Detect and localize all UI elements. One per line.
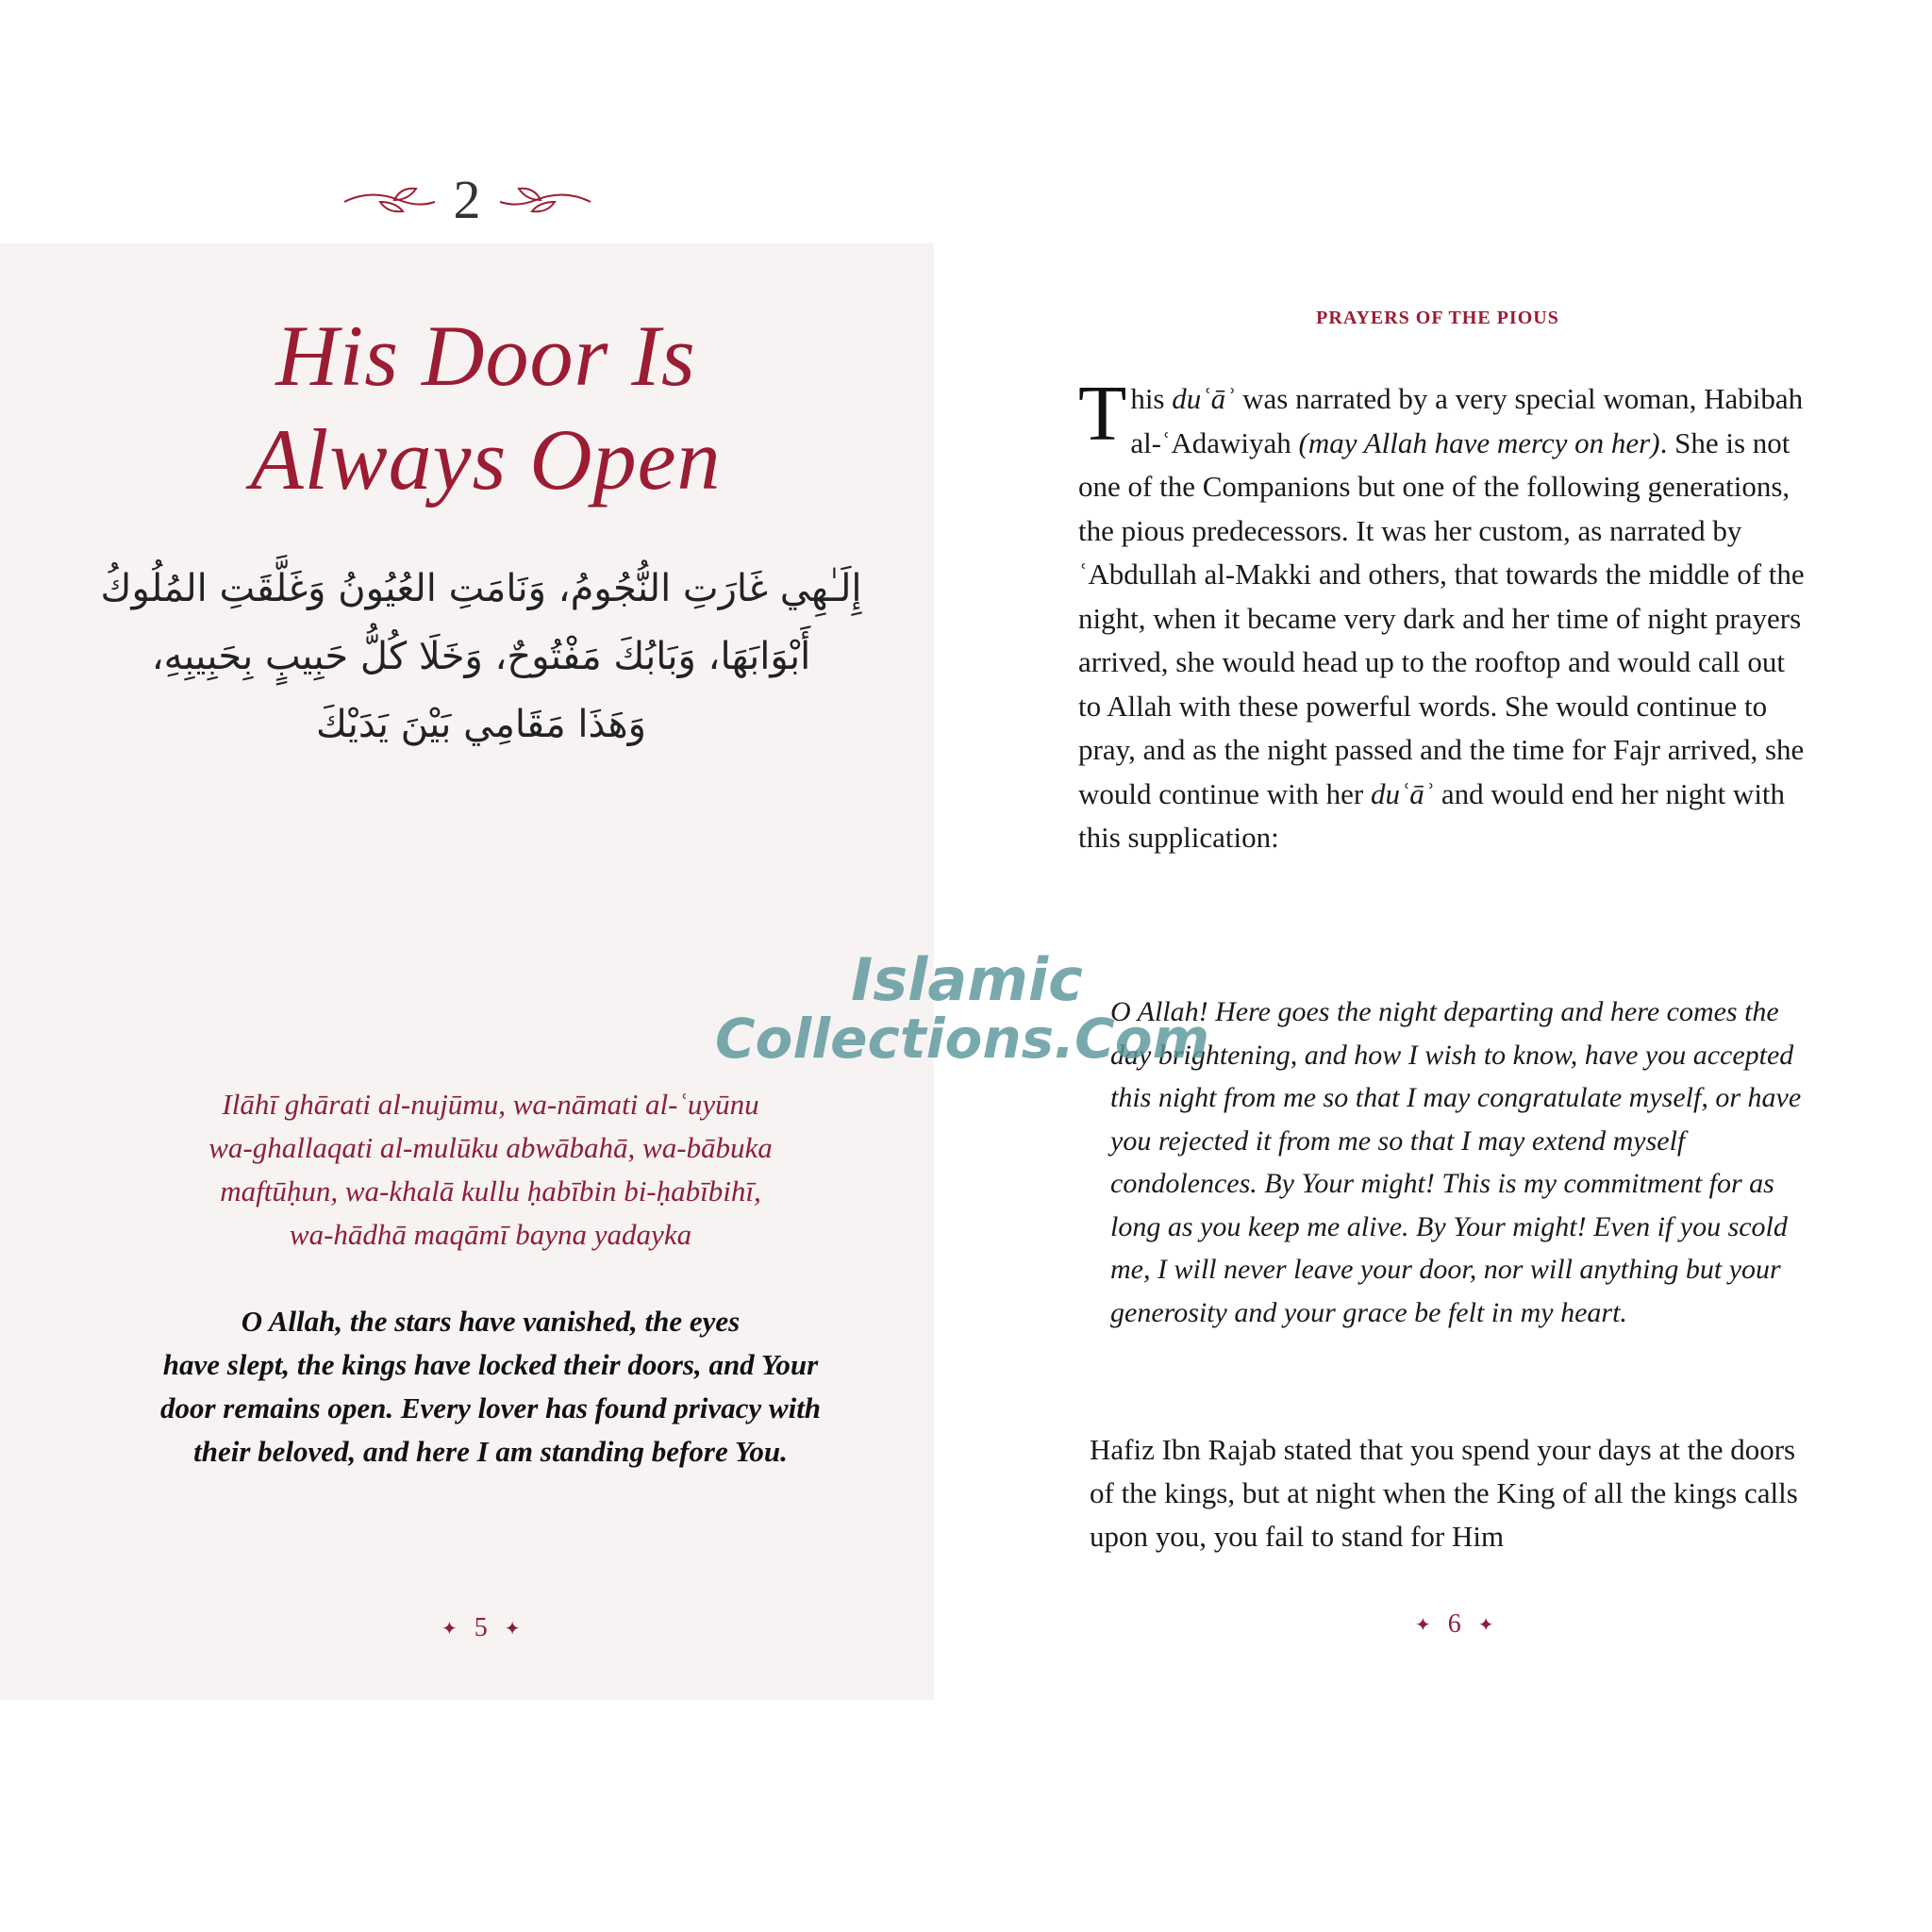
translation-line: door remains open. Every lover has found privacy with bbox=[159, 1391, 822, 1424]
page-number: 5 bbox=[474, 1613, 488, 1642]
arabic-dua bbox=[94, 555, 868, 758]
dua-term: duʿāʾ bbox=[1172, 382, 1236, 415]
chapter-title-line1: His Door Is bbox=[275, 308, 696, 404]
arabic-line: وَهَذَا مَقَامِي بَيْنَ يَدَيْكَ bbox=[316, 703, 646, 746]
page-number: 6 bbox=[1447, 1609, 1461, 1639]
left-leaf-ornament-icon bbox=[342, 181, 437, 219]
diamond-ornament-icon: ✦ bbox=[441, 1618, 458, 1640]
diamond-ornament-icon: ✦ bbox=[1415, 1614, 1431, 1636]
translit-line: wa-hādhā maqāmī bayna yadayka bbox=[289, 1218, 692, 1251]
translation-line: have slept, the kings have locked their doors, and Your bbox=[162, 1348, 819, 1381]
right-leaf-ornament-icon bbox=[498, 181, 592, 219]
translit-line: wa-ghallaqati al-mulūku abwābahā, wa-bābuka bbox=[208, 1131, 773, 1164]
paragraph-text: and would end her night with this supplication: bbox=[1078, 776, 1786, 854]
paragraph-text: was narrated by a very special woman, Habibah al-ʿAdawiyah bbox=[1130, 382, 1804, 459]
closing-paragraph: Hafiz Ibn Rajab stated that you spend your days at the doors of the kings, but at night when the King of all the kings calls upon you, you fail to stand for Him bbox=[1090, 1433, 1798, 1553]
transliteration bbox=[94, 1083, 887, 1257]
chapter-title-line2: Always Open bbox=[250, 411, 722, 508]
translit-line: Ilāhī ghārati al-nujūmu, wa-nāmati al-ʿuyūnu bbox=[222, 1088, 759, 1121]
arabic-line: إِلَـٰهِي غَارَتِ النُّجُومُ، وَنَامَتِ العُيُونُ وَغَلَّقَتِ المُلُوكُ bbox=[100, 567, 862, 610]
arabic-line: أَبْوَابَهَا، وَبَابُكَ مَفْتُوحٌ، وَخَلَا كُلُّ حَبِيبٍ بِحَبِيبِهِ، bbox=[151, 635, 811, 678]
running-head: PRAYERS OF THE PIOUS bbox=[1316, 308, 1559, 328]
watermark-line1: Islamic bbox=[851, 945, 1083, 1014]
intro-paragraph bbox=[1078, 370, 1809, 860]
supplication-quote: O Allah! Here goes the night departing and here comes the day brightening, and how I wish to know, have you accepted this night from me so that I may congratulate myself, or have you rejected it from me so that I may extend myself condolences. By Your might! This is my commitment for as long as you keep me alive. By Your might! Even if you scold me, I will never leave your door, nor will anything but your generosity and your grace be felt in my heart. bbox=[1110, 996, 1802, 1328]
dua-term: duʿāʾ bbox=[1370, 776, 1435, 810]
watermark-line2: Collections.Com bbox=[714, 1007, 1210, 1071]
site-watermark bbox=[698, 945, 1226, 1071]
chapter-title bbox=[0, 304, 972, 511]
chapter-heading bbox=[0, 168, 934, 231]
chapter-number: 2 bbox=[453, 169, 481, 230]
honorific: (may Allah have mercy on her) bbox=[1298, 425, 1660, 459]
right-page-number bbox=[1415, 1609, 1494, 1640]
diamond-ornament-icon: ✦ bbox=[504, 1618, 521, 1640]
diamond-ornament-icon: ✦ bbox=[1477, 1614, 1494, 1636]
translation-line: O Allah, the stars have vanished, the eyes bbox=[241, 1305, 741, 1338]
translation bbox=[94, 1300, 887, 1474]
left-page-number bbox=[441, 1613, 521, 1643]
paragraph-text: . She is not one of the Companions but one of the following generations, the pious predecessors. It was her custom, as narrated by ʿAbdullah al-Makki and others, that towards the middle of the night, when it became very dark and her time of night prayers arrived, she would head up to the rooftop and would call out to Allah with these powerful words. She would continue to pray, and as the night passed and the time for Fajr arrived, she would continue with her bbox=[1078, 425, 1805, 810]
translation-line: their beloved, and here I am standing before You. bbox=[193, 1435, 788, 1468]
translit-line: maftūḥun, wa-khalā kullu ḥabībin bi-ḥabībihī, bbox=[220, 1174, 761, 1208]
drop-cap: T bbox=[1078, 370, 1127, 458]
paragraph-text: his bbox=[1130, 382, 1173, 415]
